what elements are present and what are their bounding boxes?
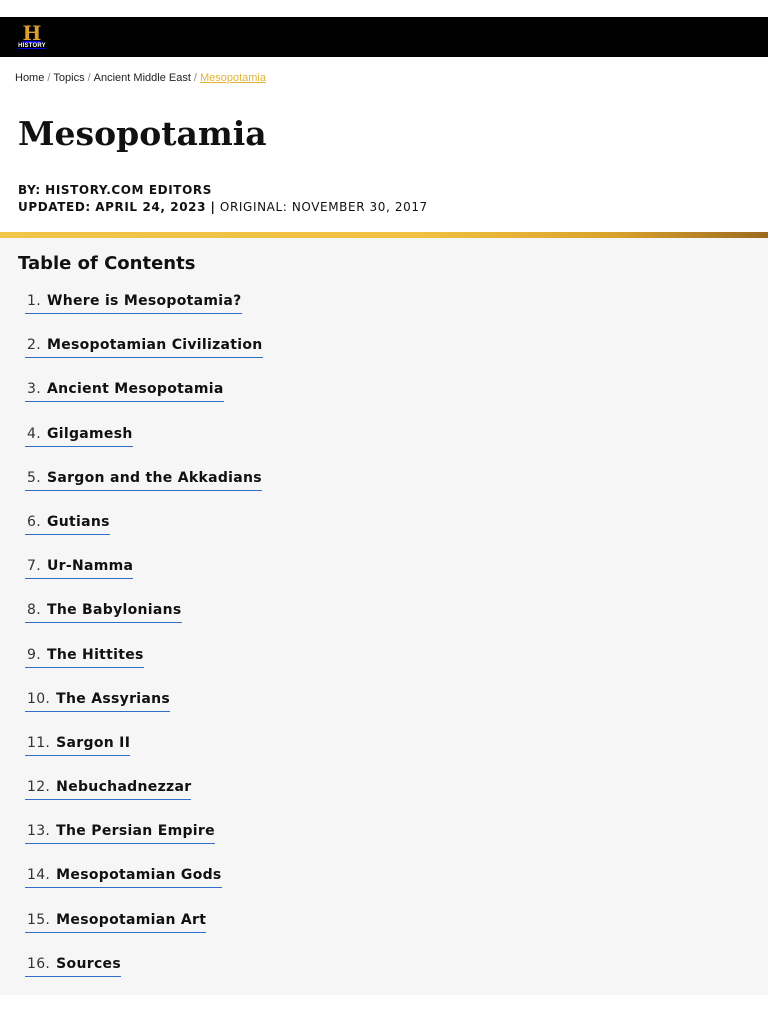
toc-link[interactable] xyxy=(25,425,133,447)
toc-item xyxy=(25,866,263,910)
toc-item xyxy=(25,955,263,999)
toc-link[interactable] xyxy=(25,557,133,579)
date-separator: | xyxy=(210,200,216,214)
toc-item-label: Nebuchadnezzar xyxy=(56,779,192,796)
toc-item-label: Sources xyxy=(56,955,121,972)
toc-item-number: 7. xyxy=(27,558,41,575)
toc-item-number: 2. xyxy=(27,337,41,354)
toc-item-label: The Hittites xyxy=(46,646,144,663)
toc-item-number: 8. xyxy=(27,602,41,619)
table-of-contents xyxy=(0,238,768,995)
toc-item xyxy=(25,336,263,380)
toc-item-number: 3. xyxy=(27,381,41,398)
toc-item-label: Ur-Namma xyxy=(46,558,134,575)
toc-link[interactable] xyxy=(25,469,262,491)
toc-link[interactable] xyxy=(25,690,170,712)
toc-item-number: 1. xyxy=(27,293,41,309)
toc-link[interactable] xyxy=(25,292,242,314)
toc-item xyxy=(25,911,263,955)
toc-link[interactable] xyxy=(25,646,144,668)
logo-wordmark: HISTORY xyxy=(18,43,46,49)
toc-link[interactable] xyxy=(25,955,121,977)
toc-link[interactable] xyxy=(25,380,224,402)
toc-item-number: 13. xyxy=(27,823,51,840)
updated-date: APRIL 24, 2023 xyxy=(95,200,207,214)
toc-item-number: 5. xyxy=(27,469,41,486)
toc-link[interactable] xyxy=(25,822,215,844)
toc-link[interactable] xyxy=(25,513,110,535)
breadcrumb-item-topics[interactable]: Topics xyxy=(53,72,85,84)
toc-item-label: The Persian Empire xyxy=(56,823,215,840)
original-date: NOVEMBER 30, 2017 xyxy=(291,200,428,214)
updated-label: UPDATED: xyxy=(18,200,91,214)
toc-item xyxy=(25,557,263,601)
breadcrumb-item-home[interactable]: Home xyxy=(15,72,45,84)
toc-item-number: 12. xyxy=(27,779,51,796)
history-logo-icon[interactable] xyxy=(18,23,46,51)
toc-item xyxy=(25,513,263,557)
breadcrumb xyxy=(15,72,266,84)
author-line xyxy=(18,182,428,199)
toc-link[interactable] xyxy=(25,866,222,888)
toc-item-number: 9. xyxy=(27,646,41,663)
toc-item xyxy=(25,690,263,734)
toc-link[interactable] xyxy=(25,734,130,756)
breadcrumb-separator: / xyxy=(47,72,51,84)
breadcrumb-item-current[interactable]: Mesopotamia xyxy=(199,72,266,84)
toc-link[interactable] xyxy=(25,778,191,800)
toc-item-label: The Babylonians xyxy=(46,602,182,619)
toc-item xyxy=(25,601,263,645)
breadcrumb-separator: / xyxy=(193,72,197,84)
toc-item-label: Ancient Mesopotamia xyxy=(46,381,224,398)
toc-list xyxy=(25,292,263,999)
toc-link[interactable] xyxy=(25,336,263,358)
toc-title: Table of Contents xyxy=(18,253,196,274)
toc-item-number: 11. xyxy=(27,734,51,751)
toc-item-number: 10. xyxy=(27,690,51,707)
byline-author: HISTORY.COM EDITORS xyxy=(45,183,212,197)
date-line xyxy=(18,199,428,216)
toc-item-number: 14. xyxy=(27,867,51,884)
toc-item xyxy=(25,380,263,424)
toc-item-label: Mesopotamian Civilization xyxy=(46,337,263,354)
toc-item-label: Sargon and the Akkadians xyxy=(46,469,262,486)
toc-item xyxy=(25,469,263,513)
toc-item xyxy=(25,778,263,822)
breadcrumb-item-ancient-middle-east[interactable]: Ancient Middle East xyxy=(93,72,191,84)
page-title: Mesopotamia xyxy=(18,114,267,153)
toc-item-number: 15. xyxy=(27,911,51,928)
toc-item xyxy=(25,292,263,336)
toc-item xyxy=(25,822,263,866)
breadcrumb-separator: / xyxy=(87,72,91,84)
logo-letter: H xyxy=(22,21,42,45)
toc-item-number: 6. xyxy=(27,513,41,530)
toc-item xyxy=(25,734,263,778)
toc-item-label: Where is Mesopotamia? xyxy=(46,293,242,309)
toc-item-number: 16. xyxy=(27,955,51,972)
toc-link[interactable] xyxy=(25,601,182,623)
article-byline xyxy=(18,182,428,216)
toc-item xyxy=(25,425,263,469)
toc-item-label: Gilgamesh xyxy=(46,425,133,442)
toc-item-label: The Assyrians xyxy=(56,690,171,707)
toc-item-label: Sargon II xyxy=(56,734,131,751)
toc-item-label: Gutians xyxy=(46,513,110,530)
site-header xyxy=(0,17,768,57)
toc-item-number: 4. xyxy=(27,425,41,442)
toc-item-label: Mesopotamian Art xyxy=(56,911,207,928)
original-label: ORIGINAL: xyxy=(219,200,288,214)
toc-link[interactable] xyxy=(25,911,206,933)
byline-label: BY: xyxy=(18,183,41,197)
toc-item-label: Mesopotamian Gods xyxy=(56,867,222,884)
toc-item xyxy=(25,646,263,690)
